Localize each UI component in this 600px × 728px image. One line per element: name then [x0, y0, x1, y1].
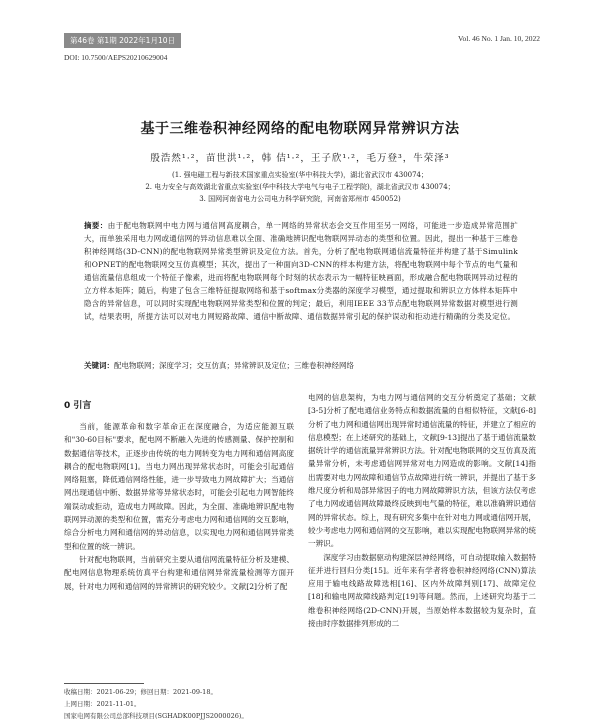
footnote-online: 上网日期：2021-11-01。 — [64, 700, 141, 708]
affiliation-1: (1. 强电磁工程与新技术国家重点实验室(华中科技大学)，湖北省武汉市 430074； — [171, 171, 429, 179]
body-paragraph: 深度学习由数据驱动构建深层神经网络，可自动提取输入数据特征并进行回归分类[15]。近年来有学者将卷积神经网络(CNN)算法应用于输电线路故障选相[16]、区内外故障判别[17]、故障定位[18]和输电网故障线路判定[19]等问题。然而，上述研究均基于二维卷积神经网络(2D-CNN)开展，当原始样本数据较为复杂时，直接由时序数据排列形成的二 — [308, 552, 536, 629]
abstract — [84, 219, 518, 323]
body-paragraph: 当前，能源革命和数字革命正在深度融合，为适应能源互联和"30·60目标"要求，配电网不断融入先进的传感测量、保护控制和数据通信等技术，正逐步由传统的电力网转变为电力网和通信网高度耦合的配电物联网[1]。当电力网出现异常状态时，可能会引起通信网络阻塞，降低通信网络性能，进一步导致电力网故障扩大；当通信网出现通信中断、数据异常等异常状态时，可能会引起电力网智能终端误动或拒动，造成电力网故障。因此，为全面、准确地辨识配电物联网异动源的类型和位置，需充分考虑电力网和通信网的交互影响，综合分析电力网和通信网的异动信息，以实现电力网和通信网异常类型和位置的统一辨识。 — [64, 422, 294, 551]
journal-volume-label: Vol. 46 No. 1 Jan. 10, 2022 — [458, 34, 540, 43]
abstract-label: 摘要： — [84, 221, 108, 230]
affiliation-3: 3. 国网河南省电力公司电力科学研究院，河南省郑州市 450052) — [199, 195, 401, 203]
section-heading-introduction: 0 引言 — [64, 401, 92, 411]
doi-line[interactable]: DOI: 10.7500/AEPS20210629004 — [64, 53, 168, 62]
body-paragraph: 针对配电物联网，当前研究主要从通信网流量特征分析及建模、配电网信息物理系统仿真平台构建和通信网异常流量检测等方面开展，针对电力网和通信网的异常辨识的研究较少。文献[2]分析了配 — [64, 554, 294, 591]
keywords-label: 关键词： — [84, 361, 114, 370]
journal-issue-label: 第46卷 第1期 2022年1月10日 — [64, 33, 181, 48]
keywords — [84, 360, 518, 371]
affiliation-2: 2. 电力安全与高效湖北省重点实验室(华中科技大学电气与电子工程学院)，湖北省武汉市 430074； — [145, 183, 455, 191]
abstract-text: 由于配电物联网中电力网与通信网高度耦合，单一网络的异常状态会交互作用至另一网络，可能进一步造成异常范围扩大，而单独采用电力网或通信网的异动信息难以全面、准确地辨识配电物联网异动态的类型和位置。因此，提出一种基于三维卷积神经网络(3D-CNN)的配电物联网异常类型辨识及定位方法。首先，分析了配电物联网通信流量特征并构建了基于Simulink和OPNET的配电物联网交互仿真模型；其次，提出了一种面向3D-CNN的样本构建方法，将配电物联网中每个节点的电气量和通信流量信息组成一个特征子像素，进而将配电物联网每个时刻的状态表示为一幅特征映画面，形成融合配电物联网异动过程的立方样本矩阵；随后，构建了包含三维特征提取网络和基于softmax分类器的深度学习模型，通过提取和辨识立方体样本矩阵中隐含的异常信息，可以同时实现配电物联网异常类型和位置的判定；最后，利用IEEE 33节点配电物联网异常数据对模型进行测试，结果表明，所提方法可以对电力网短路故障、通信中断故障、通信数据异常引起的保护误动和拒动进行精确的分类及定位。 — [84, 221, 518, 321]
body-column-left — [64, 420, 294, 593]
journal-header — [64, 33, 540, 52]
paper-title: 基于三维卷积神经网络的配电物联网异常辨识方法 — [140, 121, 460, 137]
footnote-received: 收稿日期：2021-06-29；修回日期：2021-09-18。 — [64, 688, 217, 696]
body-paragraph: 电网的信息架构，为电力网与通信网的交互分析奠定了基础；文献[3-5]分析了配电通信业务特点和数据流量的自相似特征，文献[6-8]分析了电力网和通信网出现异常时通信流量的特征，并建立了相应的信息模型；在上述研究的基础上，文献[9-13]提出了基于通信流量数据统计学的通信流量异常辨识方法。针对配电物联网的交互仿真及流量异常分析，未考虑通信网异常对电力网造成的影响。文献[14]指出需要对电力网故障和通信节点故障进行统一辨识，并提出了基于多维尺度分析和局部异常因子的电力网故障辨识方法，但该方法仅考虑了电力网或通信网故障最终反映到电气量的特征，难以准确辨识通信网的异常状态。综上，现有研究多集中在针对电力网或通信网开展，较少考虑电力网和通信网的交互影响，难以实现配电物联网异常的统一辨识。 — [308, 393, 537, 549]
body-column-right — [308, 391, 536, 630]
author-list: 殷浩然¹·²，苗世洪¹·²，韩 佶¹·²，王子欣¹·²，毛万登³，牛荣泽³ — [150, 153, 450, 164]
footnote-divider — [64, 683, 144, 684]
keywords-text: 配电物联网；深度学习；交互仿真；异常辨识及定位；三维卷积神经网络 — [114, 361, 354, 370]
footnote-fund: 国家电网有限公司总部科技项目(SGHADK00PJJS2000026)。 — [64, 712, 248, 720]
